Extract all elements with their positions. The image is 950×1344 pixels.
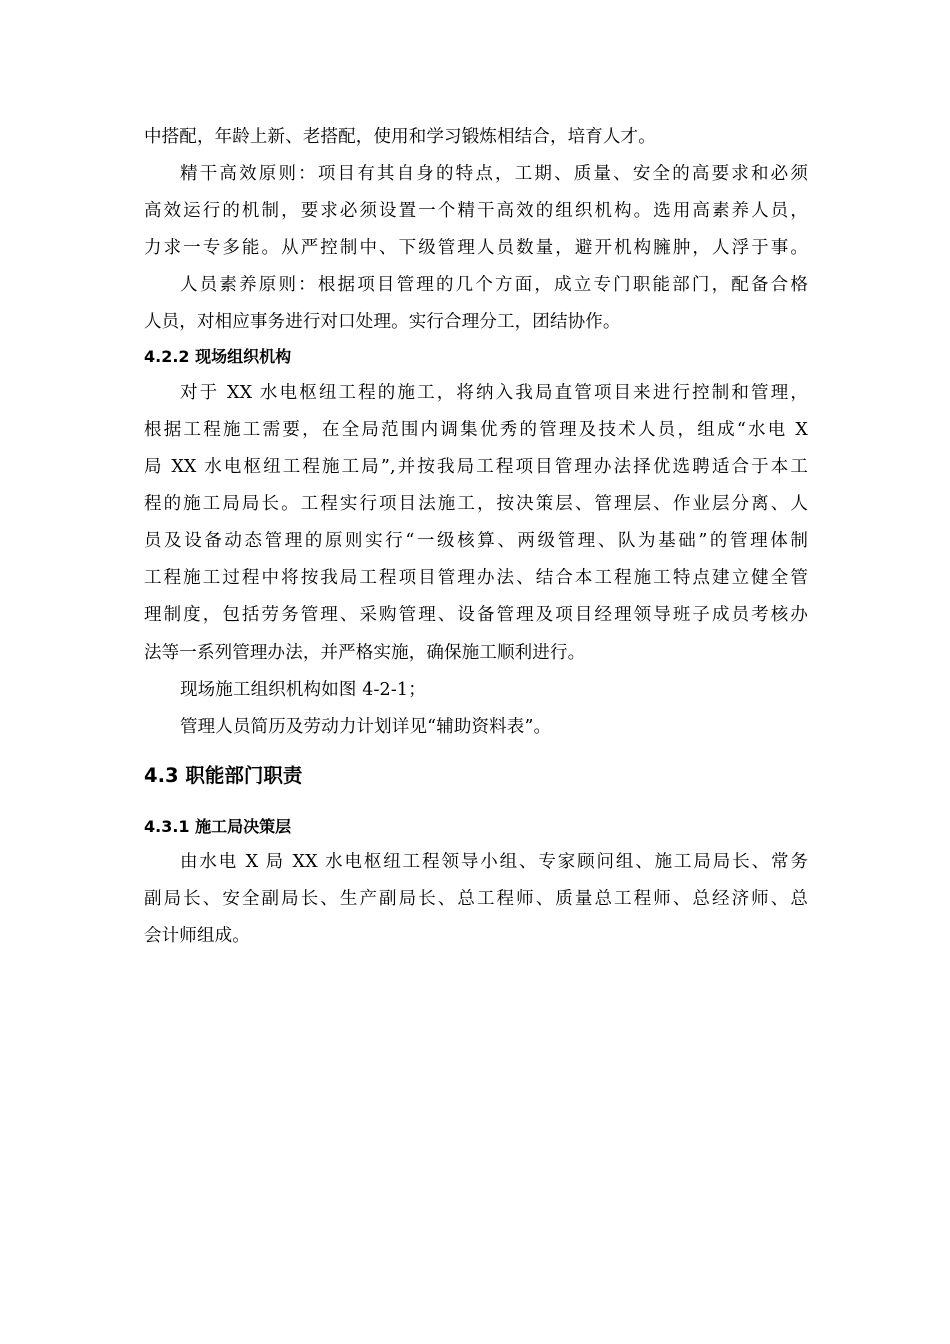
section-heading-4-3: 4.3 职能部门职责 — [144, 764, 303, 787]
paragraph-line: 对于 XX 水电枢纽工程的施工，将纳入我局直管项目来进行控制和管理， — [180, 383, 808, 403]
paragraph-line: 工程施工过程中将按我局工程项目管理办法、结合本工程施工特点建立健全管 — [144, 568, 808, 588]
paragraph-line: 中搭配，年龄上新、老搭配，使用和学习锻炼相结合，培育人才。 — [144, 127, 656, 147]
paragraph-line: 局 XX 水电枢纽工程施工局”,并按我局工程项目管理办法择优选聘适合于本工 — [144, 457, 808, 477]
paragraph-line: 根据工程施工需要，在全局范围内调集优秀的管理及技术人员，组成“水电 X — [144, 420, 808, 440]
paragraph-line: 理制度，包括劳务管理、采购管理、设备管理及项目经理领导班子成员考核办 — [144, 605, 808, 625]
paragraph-line: 法等一系列管理办法，并严格实施，确保施工顺利进行。 — [144, 643, 586, 663]
paragraph-line: 副局长、安全副局长、生产副局长、总工程师、质量总工程师、总经济师、总 — [144, 889, 808, 909]
paragraph-line: 由水电 X 局 XX 水电枢纽工程领导小组、专家顾问组、施工局局长、常务 — [180, 852, 808, 872]
paragraph-line: 会计师组成。 — [144, 926, 250, 946]
paragraph-line: 管理人员简历及劳动力计划详见“辅助资料表”。 — [180, 717, 552, 737]
section-heading-4-3-1: 4.3.1 施工局决策层 — [144, 817, 292, 836]
paragraph-line: 员及设备动态管理的原则实行“一级核算、两级管理、队为基础”的管理体制 — [144, 531, 808, 551]
paragraph-line: 程的施工局局长。工程实行项目法施工，按决策层、管理层、作业层分离、人 — [144, 494, 808, 514]
paragraph-line: 人员，对相应事务进行对口处理。实行合理分工，团结协作。 — [144, 312, 621, 332]
paragraph-line: 力求一专多能。从严控制中、下级管理人员数量，避开机构臃肿，人浮于事。 — [144, 238, 808, 258]
paragraph-line: 人员素养原则：根据项目管理的几个方面，成立专门职能部门，配备合格 — [180, 275, 808, 295]
paragraph-line: 现场施工组织机构如图 4-2-1； — [180, 680, 426, 700]
paragraph-line: 精干高效原则：项目有其自身的特点，工期、质量、安全的高要求和必须 — [180, 164, 808, 184]
paragraph-line: 高效运行的机制，要求必须设置一个精干高效的组织机构。选用高素养人员， — [144, 201, 808, 221]
section-heading-4-2-2: 4.2.2 现场组织机构 — [144, 347, 292, 366]
